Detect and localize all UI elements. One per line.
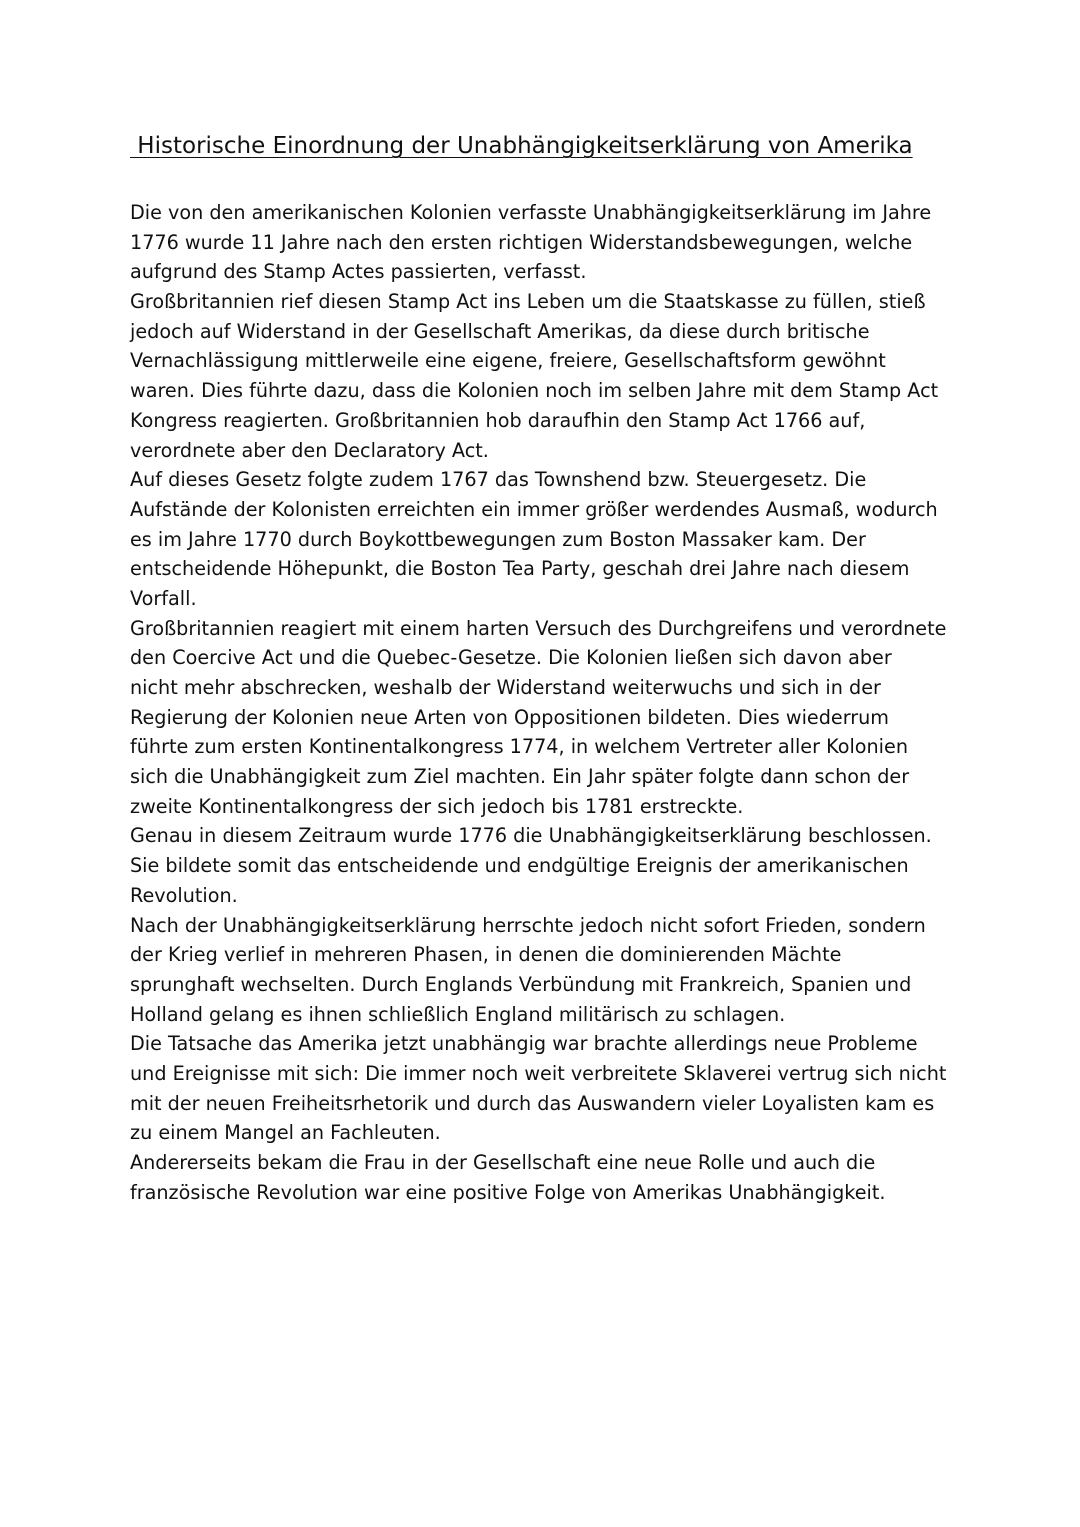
- text-line: und Ereignisse mit sich: Die immer noch weit verbreitete Sklaverei vertrug sich nicht: [130, 1061, 947, 1085]
- text-line: Holland gelang es ihnen schließlich England militärisch zu schlagen.: [130, 1002, 786, 1026]
- text-line: mit der neuen Freiheitsrhetorik und durch das Auswandern vieler Loyalisten kam es: [130, 1091, 935, 1115]
- text-line: führte zum ersten Kontinentalkongress 1774, in welchem Vertreter aller Kolonien: [130, 735, 908, 759]
- text-line: Großbritannien rief diesen Stamp Act ins Leben um die Staatskasse zu füllen, stieß: [130, 290, 926, 314]
- text-line: Revolution.: [130, 883, 238, 907]
- text-line: 1776 wurde 11 Jahre nach den ersten richtigen Widerstandsbewegungen, welche: [130, 230, 913, 254]
- text-line: Die von den amerikanischen Kolonien verfasste Unabhängigkeitserklärung im Jahre: [130, 201, 932, 224]
- text-line: aufgrund des Stamp Actes passierten, verfasst.: [130, 260, 587, 284]
- text-line: zu einem Mangel an Fachleuten.: [130, 1121, 441, 1145]
- text-line: französische Revolution war eine positive Folge von Amerikas Unabhängigkeit.: [130, 1180, 886, 1204]
- text-line: entscheidende Höhepunkt, die Boston Tea Party, geschah drei Jahre nach diesem: [130, 557, 910, 581]
- text-line: Genau in diesem Zeitraum wurde 1776 die Unabhängigkeitserklärung beschlossen.: [130, 824, 932, 848]
- text-line: der Krieg verlief in mehreren Phasen, in denen die dominierenden Mächte: [130, 943, 842, 967]
- text-line: Vernachlässigung mittlerweile eine eigene, freiere, Gesellschaftsform gewöhnt: [130, 349, 886, 373]
- text-line: verordnete aber den Declaratory Act.: [130, 438, 489, 462]
- text-line: Regierung der Kolonien neue Arten von Oppositionen bildeten. Dies wiederrum: [130, 705, 890, 729]
- text-line: jedoch auf Widerstand in der Gesellschaft Amerikas, da diese durch britische: [130, 319, 870, 343]
- text-line: sich die Unabhängigkeit zum Ziel machten. Ein Jahr später folgte dann schon der: [130, 765, 910, 789]
- text-line: sprunghaft wechselten. Durch Englands Verbündung mit Frankreich, Spanien und: [130, 972, 912, 996]
- text-line: Die Tatsache das Amerika jetzt unabhängig war brachte allerdings neue Probleme: [130, 1032, 918, 1056]
- text-line: Andererseits bekam die Frau in der Gesellschaft eine neue Rolle und auch die: [130, 1151, 876, 1174]
- text-line: den Coercive Act und die Quebec-Gesetze. Die Kolonien ließen sich davon aber: [130, 646, 892, 670]
- text-line: zweite Kontinentalkongress der sich jedoch bis 1781 erstreckte.: [130, 794, 744, 818]
- text-line: Aufstände der Kolonisten erreichten ein immer größer werdendes Ausmaß, wodurch: [130, 497, 938, 521]
- text-line: nicht mehr abschrecken, weshalb der Widerstand weiterwuchs und sich in der: [130, 676, 881, 699]
- text-line: Sie bildete somit das entscheidende und endgültige Ereignis der amerikanischen: [130, 854, 909, 878]
- text-line: Großbritannien reagiert mit einem harten Versuch des Durchgreifens und verordnete: [130, 616, 947, 640]
- text-line: Auf dieses Gesetz folgte zudem 1767 das Townshend bzw. Steuergesetz. Die: [130, 468, 867, 492]
- document-body: [130, 198, 980, 1207]
- document-title: Historische Einordnung der Unabhängigkeitserklärung von Amerika: [130, 133, 913, 159]
- text-line: Nach der Unabhängigkeitserklärung herrschte jedoch nicht sofort Frieden, sondern: [130, 913, 926, 937]
- text-line: Vorfall.: [130, 586, 197, 610]
- text-line: es im Jahre 1770 durch Boykottbewegungen zum Boston Massaker kam. Der: [130, 527, 866, 551]
- text-line: waren. Dies führte dazu, dass die Kolonien noch im selben Jahre mit dem Stamp Act: [130, 379, 939, 403]
- text-line: Kongress reagierten. Großbritannien hob daraufhin den Stamp Act 1766 auf,: [130, 408, 866, 432]
